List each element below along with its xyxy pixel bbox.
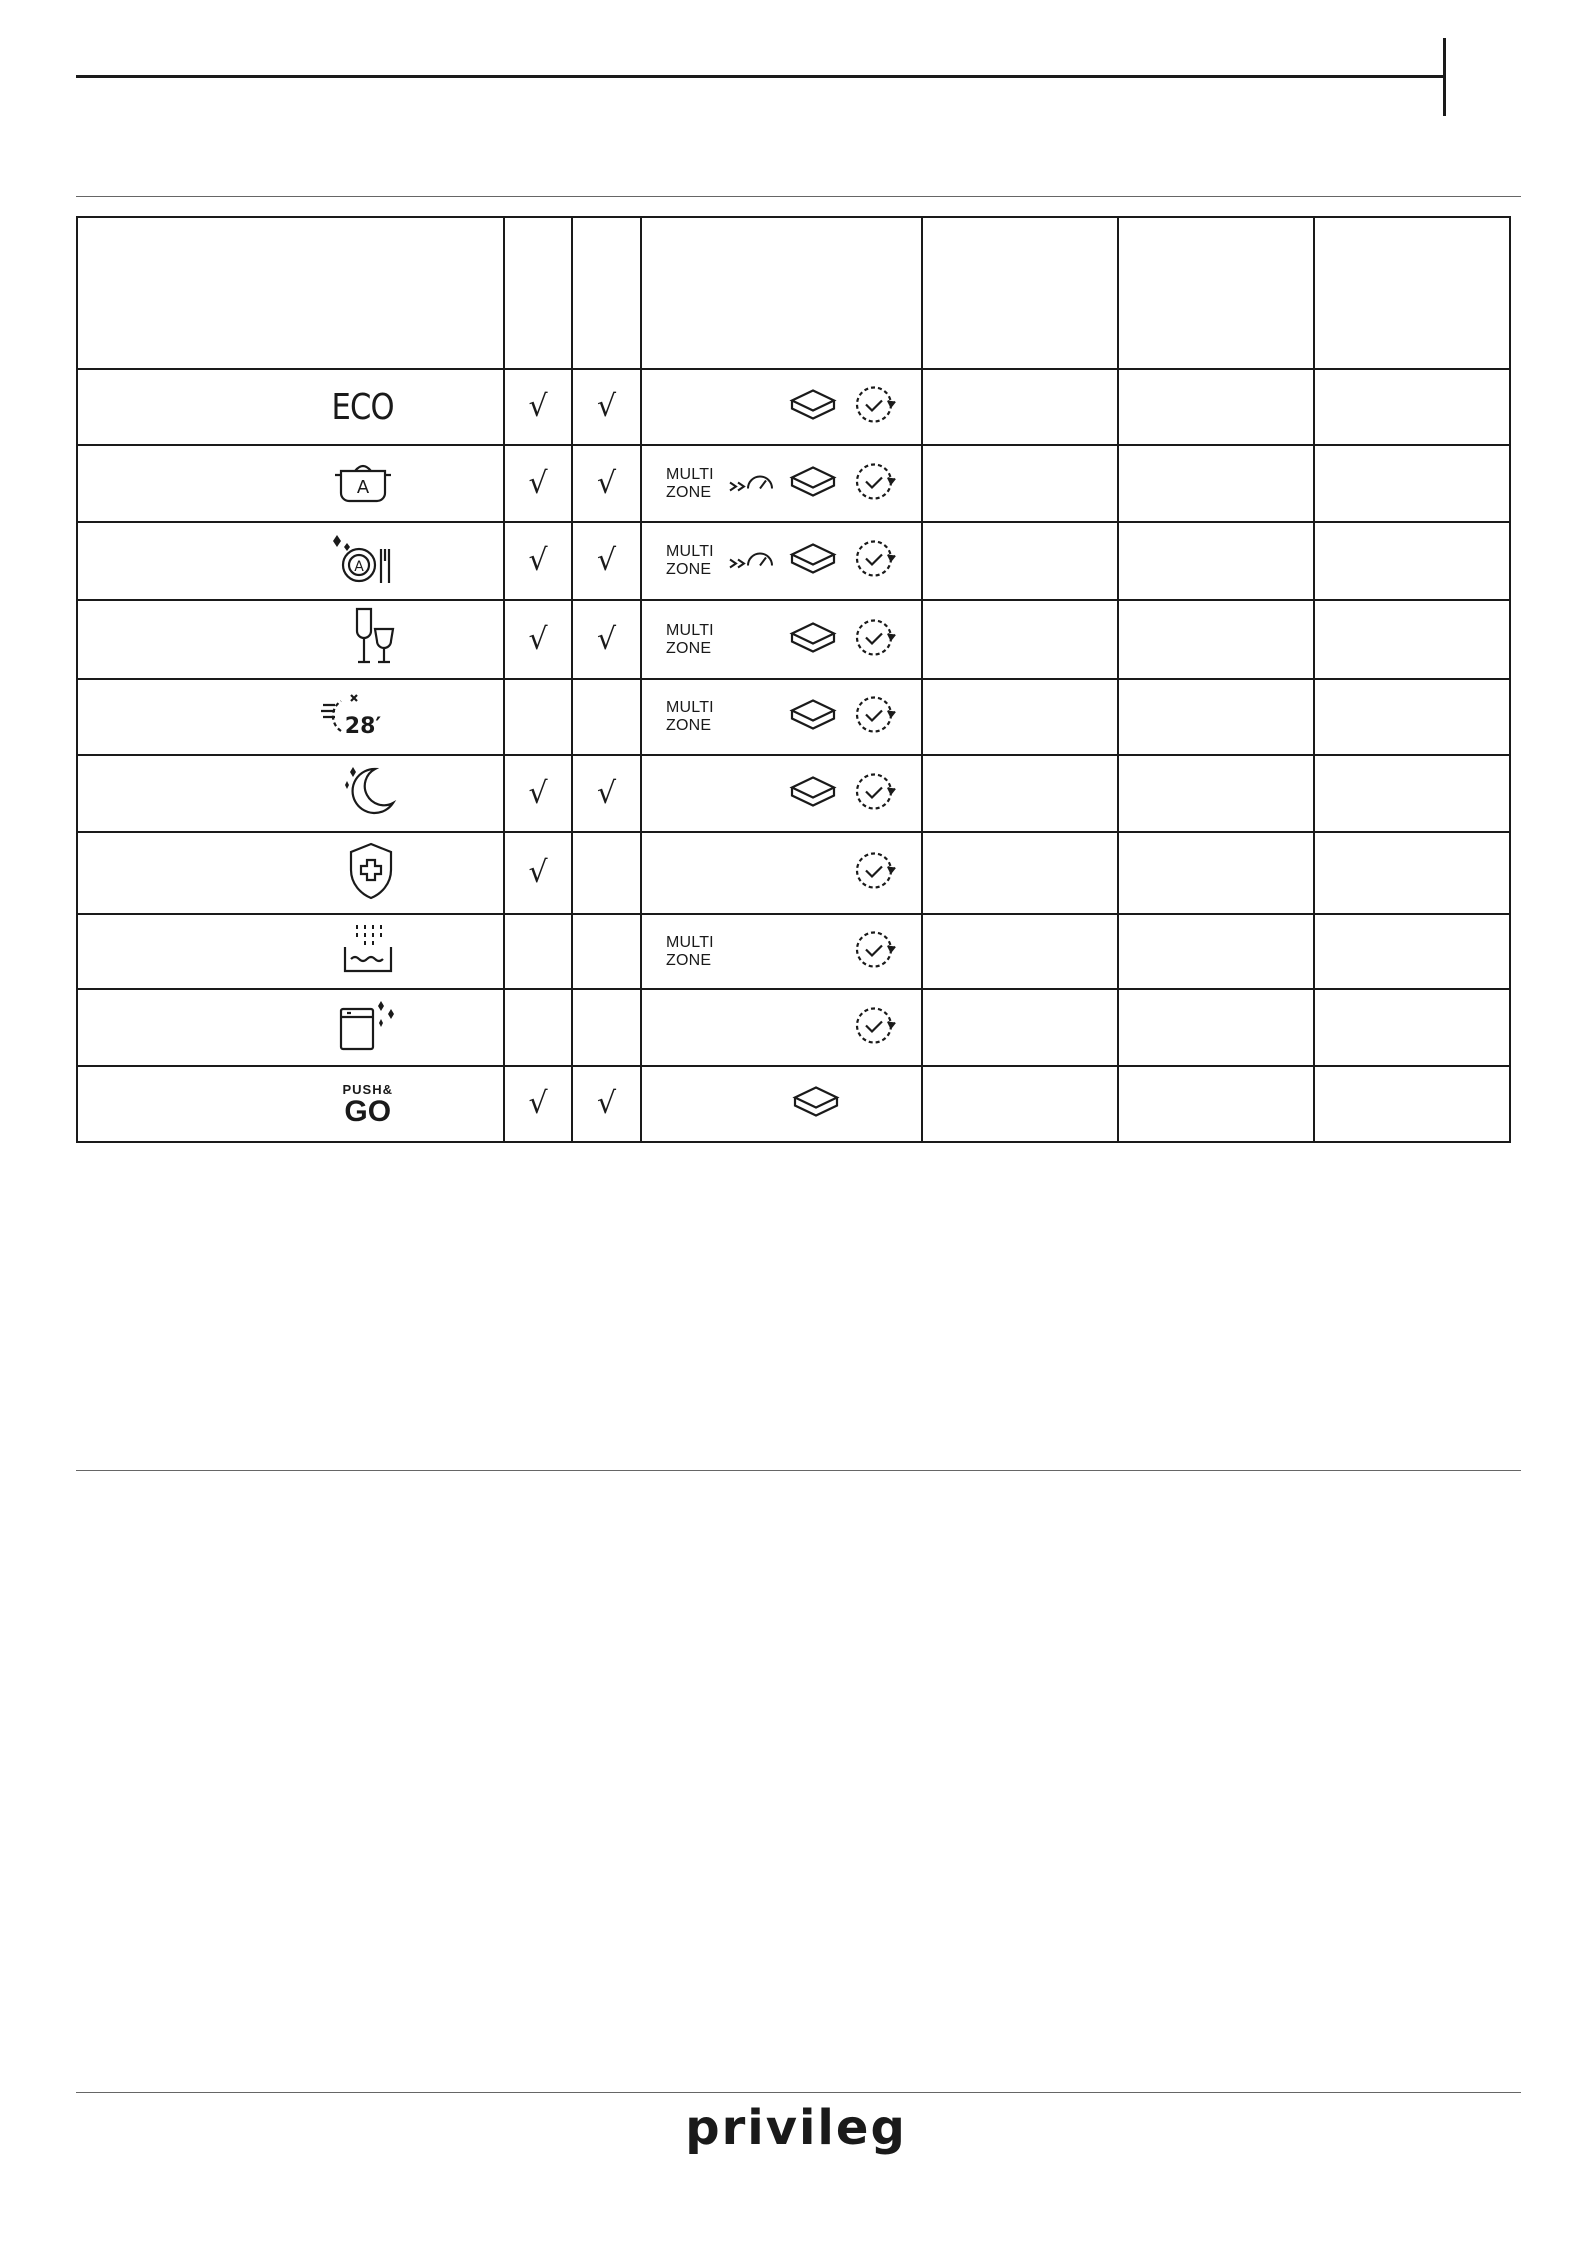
empty-cell [1118,832,1314,914]
check-cell: √ [572,369,641,445]
header-cell-b [572,217,641,369]
empty-cell [1314,914,1510,989]
check-cell: √ [504,445,572,522]
multizone-label [666,934,714,970]
top-corner-tick [1443,38,1446,116]
speed-icon [728,546,778,577]
check-cell: √ [504,522,572,600]
multizone-label [666,466,714,502]
empty-cell [1118,755,1314,832]
delay-timer-icon [852,849,896,898]
program-cell [77,522,504,600]
empty-cell [922,679,1118,755]
delay-timer-icon [852,1003,896,1052]
check-cell: √ [572,1066,641,1142]
delay-timer-icon [852,693,896,742]
check-cell: √ [504,755,572,832]
check-cell: √ [572,445,641,522]
delay-timer-icon [852,769,896,818]
empty-cell [1118,522,1314,600]
check-cell [572,914,641,989]
check-cell: √ [504,832,572,914]
section-divider [76,196,1521,197]
empty-cell [1314,522,1510,600]
empty-cell [1314,1066,1510,1142]
tablet-icon [788,619,838,660]
empty-cell [1314,369,1510,445]
push-label: PUSH& [342,1081,393,1097]
empty-cell [922,755,1118,832]
empty-cell [1118,989,1314,1066]
empty-cell [1118,445,1314,522]
program-cell [77,600,504,679]
options-cell [641,832,922,914]
empty-cell [1118,679,1314,755]
header-cell-a [504,217,572,369]
program-row [77,832,1510,914]
empty-cell [1314,755,1510,832]
multizone-line2: ZONE [666,951,712,969]
check-cell [572,832,641,914]
multizone-line1: MULTI [666,933,714,951]
program-cell [77,914,504,989]
program-row [77,1066,1510,1142]
multizone-label [666,699,714,735]
empty-cell [922,989,1118,1066]
empty-cell [922,445,1118,522]
program-table [76,216,1511,1143]
delay-timer-icon [852,537,896,586]
multizone-line1: MULTI [666,543,714,560]
options-cell [641,600,922,679]
multizone-line1: MULTI [666,699,714,716]
header-cell-6 [1118,217,1314,369]
glass-icon [347,605,399,674]
eco-label: ECO [331,386,394,428]
program-cell [77,679,504,755]
empty-cell [922,522,1118,600]
options-cell [641,914,922,989]
program-cell [77,445,504,522]
table-header-row [77,217,1510,369]
program-row [77,914,1510,989]
push-and-go-icon [342,1082,393,1127]
sanitize-icon [343,840,399,907]
empty-cell [922,914,1118,989]
auto-intensive-icon [327,451,399,516]
footer-rule [76,2092,1521,2093]
check-cell: √ [504,600,572,679]
multizone-line1: MULTI [666,465,714,483]
check-cell [572,679,641,755]
program-row [77,522,1510,600]
eco-icon [326,387,399,428]
empty-cell [1118,914,1314,989]
tablet-icon [788,387,838,428]
header-cell-7 [1314,217,1510,369]
auto-normal-icon [327,527,399,596]
empty-cell [1314,679,1510,755]
header-cell-5 [922,217,1118,369]
options-cell [641,1066,922,1142]
program-cell [77,369,504,445]
program-row [77,445,1510,522]
svg-text:A: A [356,477,370,498]
svg-text:A: A [354,558,364,575]
program-cell [77,755,504,832]
options-cell [641,445,922,522]
go-label: GO [344,1094,392,1128]
program-row [77,369,1510,445]
tablet-icon [788,773,838,814]
program-row [77,755,1510,832]
delay-timer-icon [852,615,896,664]
top-rule [76,75,1446,78]
tablet-icon [788,697,838,738]
empty-cell [922,369,1118,445]
tablet-icon [791,1084,841,1125]
program-row [77,600,1510,679]
check-cell [504,989,572,1066]
empty-cell [1314,600,1510,679]
options-cell [641,755,922,832]
multizone-line2: ZONE [666,717,712,734]
options-cell [641,679,922,755]
self-clean-icon [333,995,399,1060]
check-cell [504,914,572,989]
options-cell [641,522,922,600]
check-cell: √ [572,522,641,600]
multizone-line1: MULTI [666,621,714,639]
header-cell-program [77,217,504,369]
speed-icon [728,468,778,499]
program-row [77,679,1510,755]
empty-cell [1118,1066,1314,1142]
header-cell-options [641,217,922,369]
multizone-line2: ZONE [666,561,712,578]
empty-cell [922,832,1118,914]
empty-cell [922,600,1118,679]
multizone-label [666,543,714,579]
empty-cell [1118,600,1314,679]
program-row [77,989,1510,1066]
svg-text:28′: 28′ [344,713,382,739]
multizone-line2: ZONE [666,639,712,657]
check-cell: √ [572,600,641,679]
check-cell: √ [504,369,572,445]
empty-cell [1314,445,1510,522]
delay-timer-icon [852,459,896,508]
prewash-icon [337,921,399,982]
night-icon [339,761,399,826]
empty-cell [922,1066,1118,1142]
quick-28-icon [319,685,399,750]
check-cell: √ [504,1066,572,1142]
multizone-line2: ZONE [666,483,712,501]
empty-cell [1118,369,1314,445]
delay-timer-icon [852,927,896,976]
program-cell [77,832,504,914]
empty-cell [1314,989,1510,1066]
delay-timer-icon [852,383,896,432]
check-cell [572,989,641,1066]
section-divider [76,1470,1521,1471]
empty-cell [1314,832,1510,914]
tablet-icon [788,463,838,504]
program-cell [77,989,504,1066]
multizone-label [666,622,714,658]
check-cell: √ [572,755,641,832]
options-cell [641,989,922,1066]
check-cell [504,679,572,755]
program-cell [77,1066,504,1142]
options-cell [641,369,922,445]
brand-logo: privileg [685,2100,907,2156]
tablet-icon [788,541,838,582]
